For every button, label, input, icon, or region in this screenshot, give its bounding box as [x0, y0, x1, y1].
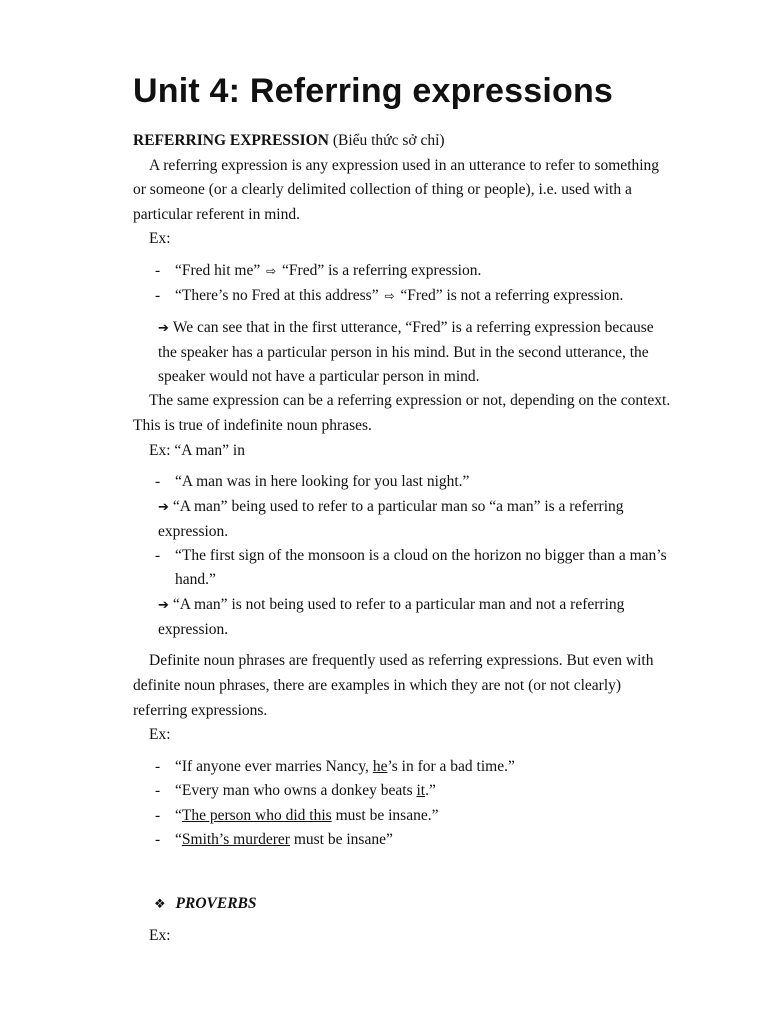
hollow-arrow-icon: ⇨: [266, 264, 277, 278]
list-item: [155, 286, 623, 306]
conclusion-line-1: [158, 318, 654, 339]
definition-line-2: or someone (or a clearly delimited collection of thing or people), i.e. used with a: [133, 181, 632, 198]
example-label-3: Ex:: [149, 726, 171, 743]
list-item: [155, 261, 481, 281]
bullet-dash: -: [155, 807, 161, 824]
example-quote: “Fred hit me”: [175, 262, 261, 279]
list-item: [155, 757, 515, 777]
bullet-dash: -: [155, 473, 161, 490]
conclusion-line-2: the speaker has a particular person in his mind. But in the second utterance, the: [158, 344, 649, 361]
list-item: [155, 546, 667, 566]
bullet-dash: -: [155, 262, 161, 279]
conclusion-text: We can see that in the first utterance, “Fred” is a referring expression because: [172, 319, 654, 336]
bullet-dash: -: [155, 782, 161, 799]
definition-line-1: A referring expression is any expression used in an utterance to refer to something: [149, 157, 660, 174]
arrow-note-text: “A man” is not being used to refer to a particular man and not a referring: [172, 596, 625, 613]
diamond-bullet-icon: ❖: [154, 897, 166, 912]
section-heading-line: [133, 131, 445, 151]
bullet-dash: -: [155, 758, 161, 775]
underlined-expression: Smith’s murderer: [181, 831, 290, 848]
example-text: “Every man who owns a donkey beats: [175, 782, 417, 799]
example-quote: “The first sign of the monsoon is a cloud on the horizon no bigger than a man’s: [175, 547, 667, 564]
example-text: must be insane.”: [331, 807, 439, 824]
arrow-note-line-1: [158, 497, 624, 518]
example-label: Ex:: [149, 230, 171, 247]
paragraph-2-line-1: The same expression can be a referring expression or not, depending on the context.: [149, 392, 671, 409]
right-arrow-icon: ➔: [158, 500, 169, 515]
page-title: Unit 4: Referring expressions: [133, 72, 614, 110]
arrow-note-line-1: [158, 595, 624, 616]
example-label-2: Ex: “A man” in: [149, 442, 245, 459]
example-text: “If anyone ever marries Nancy,: [175, 758, 373, 775]
section-heading: REFERRING EXPRESSION: [133, 132, 329, 149]
example-quote: “A man was in here looking for you last night.”: [175, 473, 470, 490]
right-arrow-icon: ➔: [158, 321, 169, 336]
list-item: [155, 830, 393, 850]
example-result: “Fred” is not a referring expression.: [400, 287, 624, 304]
arrow-note-line-2: expression.: [158, 621, 229, 638]
proverbs-heading-line: [154, 894, 257, 915]
example-text: must be insane”: [289, 831, 393, 848]
conclusion-line-3: speaker would not have a particular person in mind.: [158, 368, 480, 385]
hollow-arrow-icon: ⇨: [384, 289, 395, 303]
right-arrow-icon: ➔: [158, 598, 169, 613]
example-text: ’s in for a bad time.”: [387, 758, 515, 775]
paragraph-3-line-1: Definite noun phrases are frequently used as referring expressions. But even with: [149, 652, 654, 669]
list-item: [155, 472, 469, 492]
example-quote-continued: hand.”: [175, 571, 216, 588]
paragraph-3-line-3: referring expressions.: [133, 702, 268, 719]
paragraph-2-line-2: This is true of indefinite noun phrases.: [133, 417, 372, 434]
example-text: .”: [425, 782, 436, 799]
list-item: [155, 781, 436, 801]
bullet-dash: -: [155, 287, 161, 304]
arrow-note-line-2: expression.: [158, 523, 229, 540]
example-text: “: [175, 831, 182, 848]
definition-line-3: particular referent in mind.: [133, 206, 300, 223]
example-result: “Fred” is a referring expression.: [282, 262, 482, 279]
example-quote: “There’s no Fred at this address”: [175, 287, 379, 304]
proverbs-example-label: Ex:: [149, 927, 171, 944]
section-heading-note: (Biểu thức sở chỉ): [332, 132, 445, 149]
underlined-expression: he: [372, 758, 388, 775]
example-text: “: [175, 807, 182, 824]
paragraph-3-line-2: definite noun phrases, there are examples in which they are not (or not clearly): [133, 677, 622, 694]
underlined-expression: The person who did this: [181, 807, 332, 824]
bullet-dash: -: [155, 831, 161, 848]
proverbs-heading: PROVERBS: [175, 895, 257, 912]
underlined-expression: it: [416, 782, 426, 799]
arrow-note-text: “A man” being used to refer to a particular man so “a man” is a referring: [172, 498, 624, 515]
bullet-dash: -: [155, 547, 161, 564]
list-item: [155, 806, 438, 826]
